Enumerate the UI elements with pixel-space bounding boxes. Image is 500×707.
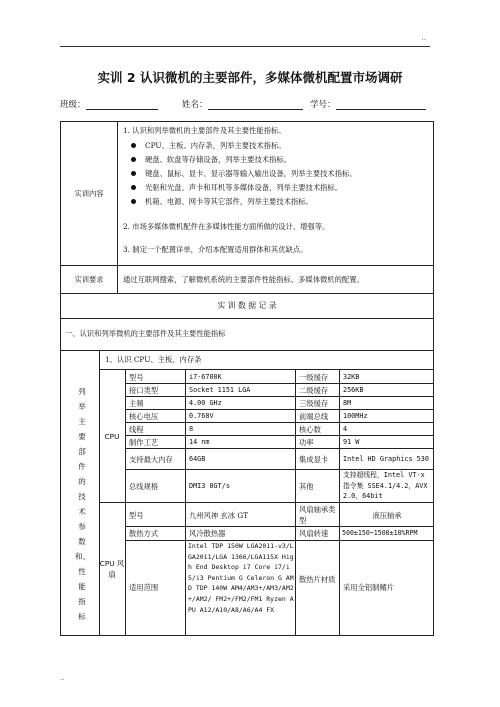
side-label: 列举主要部件的技术参数和、性能指标 [75, 387, 90, 621]
fan-speed: 500±150~1500±10%RPM [342, 529, 418, 537]
fan-material-label: 散热片材质 [299, 575, 336, 584]
fan-bearing-label: 风扇轴承类型 [299, 505, 336, 525]
name-label: 姓名： [182, 100, 208, 110]
cpu-spec-label: 制作工艺 [129, 437, 159, 447]
id-field [310, 98, 426, 110]
requirement-text: 通过互联网搜索，了解微机系统的主要部件性能指标、多媒体微机的配置。 [123, 275, 364, 284]
cpu-spec-value: 4.00 GHz [189, 398, 222, 407]
name-blank [208, 100, 303, 110]
fan-range: Intel TDP 150W LGA2011-v3/LGA2011/LGA 1366/LGA115X High End Desktop i7 Core i7/i5/i3 Pentium G Celeron G AMD TDP 140W AM4/AM3+/AM3/AM2+/AM2/ FM2+/FM2/FM1 Ryzen APU A12/A10/A8/A6/A4 FX [188, 542, 294, 614]
cpu-spec-label: 二级缓存 [299, 385, 329, 395]
fan-model: 九州风神 玄冰 GT [189, 511, 249, 520]
content-item-2: 2. 市场多媒体微机配件在多媒体性能方面所做的设计、增强等。 [123, 222, 330, 231]
cpu-spec-label: 一级缓存 [299, 372, 329, 382]
fan-group-label: CPU 风扇 [99, 559, 125, 579]
content-bullet: 机箱、电源、网卡等其它部件，列举主要技术指标。 [123, 196, 428, 207]
page-title: 实训 2 认识微机的主要部件，多媒体微机配置市场调研 [97, 70, 403, 85]
content-item-3: 3. 制定一个配置详单，介绍本配置适用群体和其优缺点。 [123, 245, 308, 254]
name-field [182, 98, 303, 110]
cpu-spec-label: 功率 [299, 437, 314, 447]
content-item-1: 1. 认识和列举微机的主要部件及其主要性能指标。 [123, 126, 286, 135]
fan-cooling-label: 散热方式 [129, 529, 159, 538]
cpu-spec-label: 主频 [129, 398, 144, 408]
cpu-spec-value: 64GB [189, 454, 206, 463]
cpu-spec-label: 三级缓存 [299, 398, 329, 408]
cpu-spec-label: 其他 [299, 481, 314, 491]
cpu-spec-value: 256KB [343, 385, 364, 394]
fan-material: 采用全铝制鳍片 [343, 583, 395, 592]
cpu-spec-label: 型号 [129, 372, 144, 382]
cpu-spec-label: 支持最大内存 [129, 454, 173, 464]
cpu-spec-value: i7-6700K [189, 372, 222, 381]
cpu-spec-label: 前端总线 [299, 411, 329, 421]
class-blank [86, 100, 158, 110]
cpu-spec-value: 32KB [343, 372, 360, 381]
content-bullet: CPU、主板、内存条，列举主要技术指标。 [123, 140, 428, 151]
cpu-spec-value: 0.768V [189, 411, 214, 420]
cpu-spec-label: 接口类型 [129, 385, 159, 395]
cpu-spec-value: 支持超线程，Intel VT-x 指令集 SSE4.1/4.2，AVX 2.0，64bit [343, 471, 428, 501]
fan-speed-label: 风扇转速 [299, 529, 329, 538]
cpu-spec-label: 集成显卡 [299, 454, 329, 464]
sub-heading-1: 1、认识 CPU、主板、内存条 [105, 355, 202, 364]
fan-model-label: 型号 [129, 511, 144, 520]
requirement-label: 实训要求 [74, 275, 104, 284]
content-bullet: 键盘、鼠标、显卡、显示器等输入输出设备，列举主要技术指标。 [123, 168, 428, 179]
cpu-spec-value: 14 nm [189, 437, 210, 446]
fan-cooling: 风冷散热器 [189, 529, 226, 538]
id-blank [336, 100, 426, 110]
fan-range-label: 适用范围 [129, 583, 159, 592]
lab-table [60, 121, 434, 636]
cpu-spec-value: 8 [189, 424, 194, 433]
id-label: 学号： [310, 100, 336, 110]
class-field [60, 98, 158, 110]
content-body [123, 125, 428, 255]
footer-mark: ·· [60, 676, 65, 684]
cpu-group-label: CPU [104, 431, 120, 441]
content-bullet: 光驱和光盘、声卡和耳机等多媒体设备，列举主要技术指标。 [123, 182, 428, 193]
content-label: 实训内容 [74, 189, 104, 198]
header-rule [60, 46, 430, 47]
cpu-spec-value: Socket 1151 LGA [189, 385, 251, 394]
header-mark: ·· [421, 36, 426, 44]
section-heading-1: 一、认识和列举微机的主要部件及其主要性能指标 [65, 329, 226, 338]
cpu-spec-value: 4 [343, 424, 348, 433]
record-title: 实 训 数 据 记 录 [217, 301, 277, 310]
cpu-spec-label: 总线规格 [129, 481, 159, 491]
cpu-spec-value: Intel HD Graphics 530 [343, 454, 429, 463]
class-label: 班级： [60, 100, 86, 110]
fan-bearing: 液压轴承 [372, 511, 402, 520]
content-bullet: 硬盘、软盘等存储设备，列举主要技术指标。 [123, 154, 428, 165]
cpu-spec-value: 91 W [343, 437, 360, 446]
cpu-spec-label: 线程 [129, 424, 144, 434]
cpu-spec-value: DMI3 8GT/s [189, 481, 230, 490]
cpu-spec-value: 100MHz [343, 411, 368, 420]
cpu-spec-label: 核心数 [299, 424, 321, 434]
cpu-spec-value: 8M [343, 398, 352, 407]
cpu-spec-label: 核心电压 [129, 411, 159, 421]
